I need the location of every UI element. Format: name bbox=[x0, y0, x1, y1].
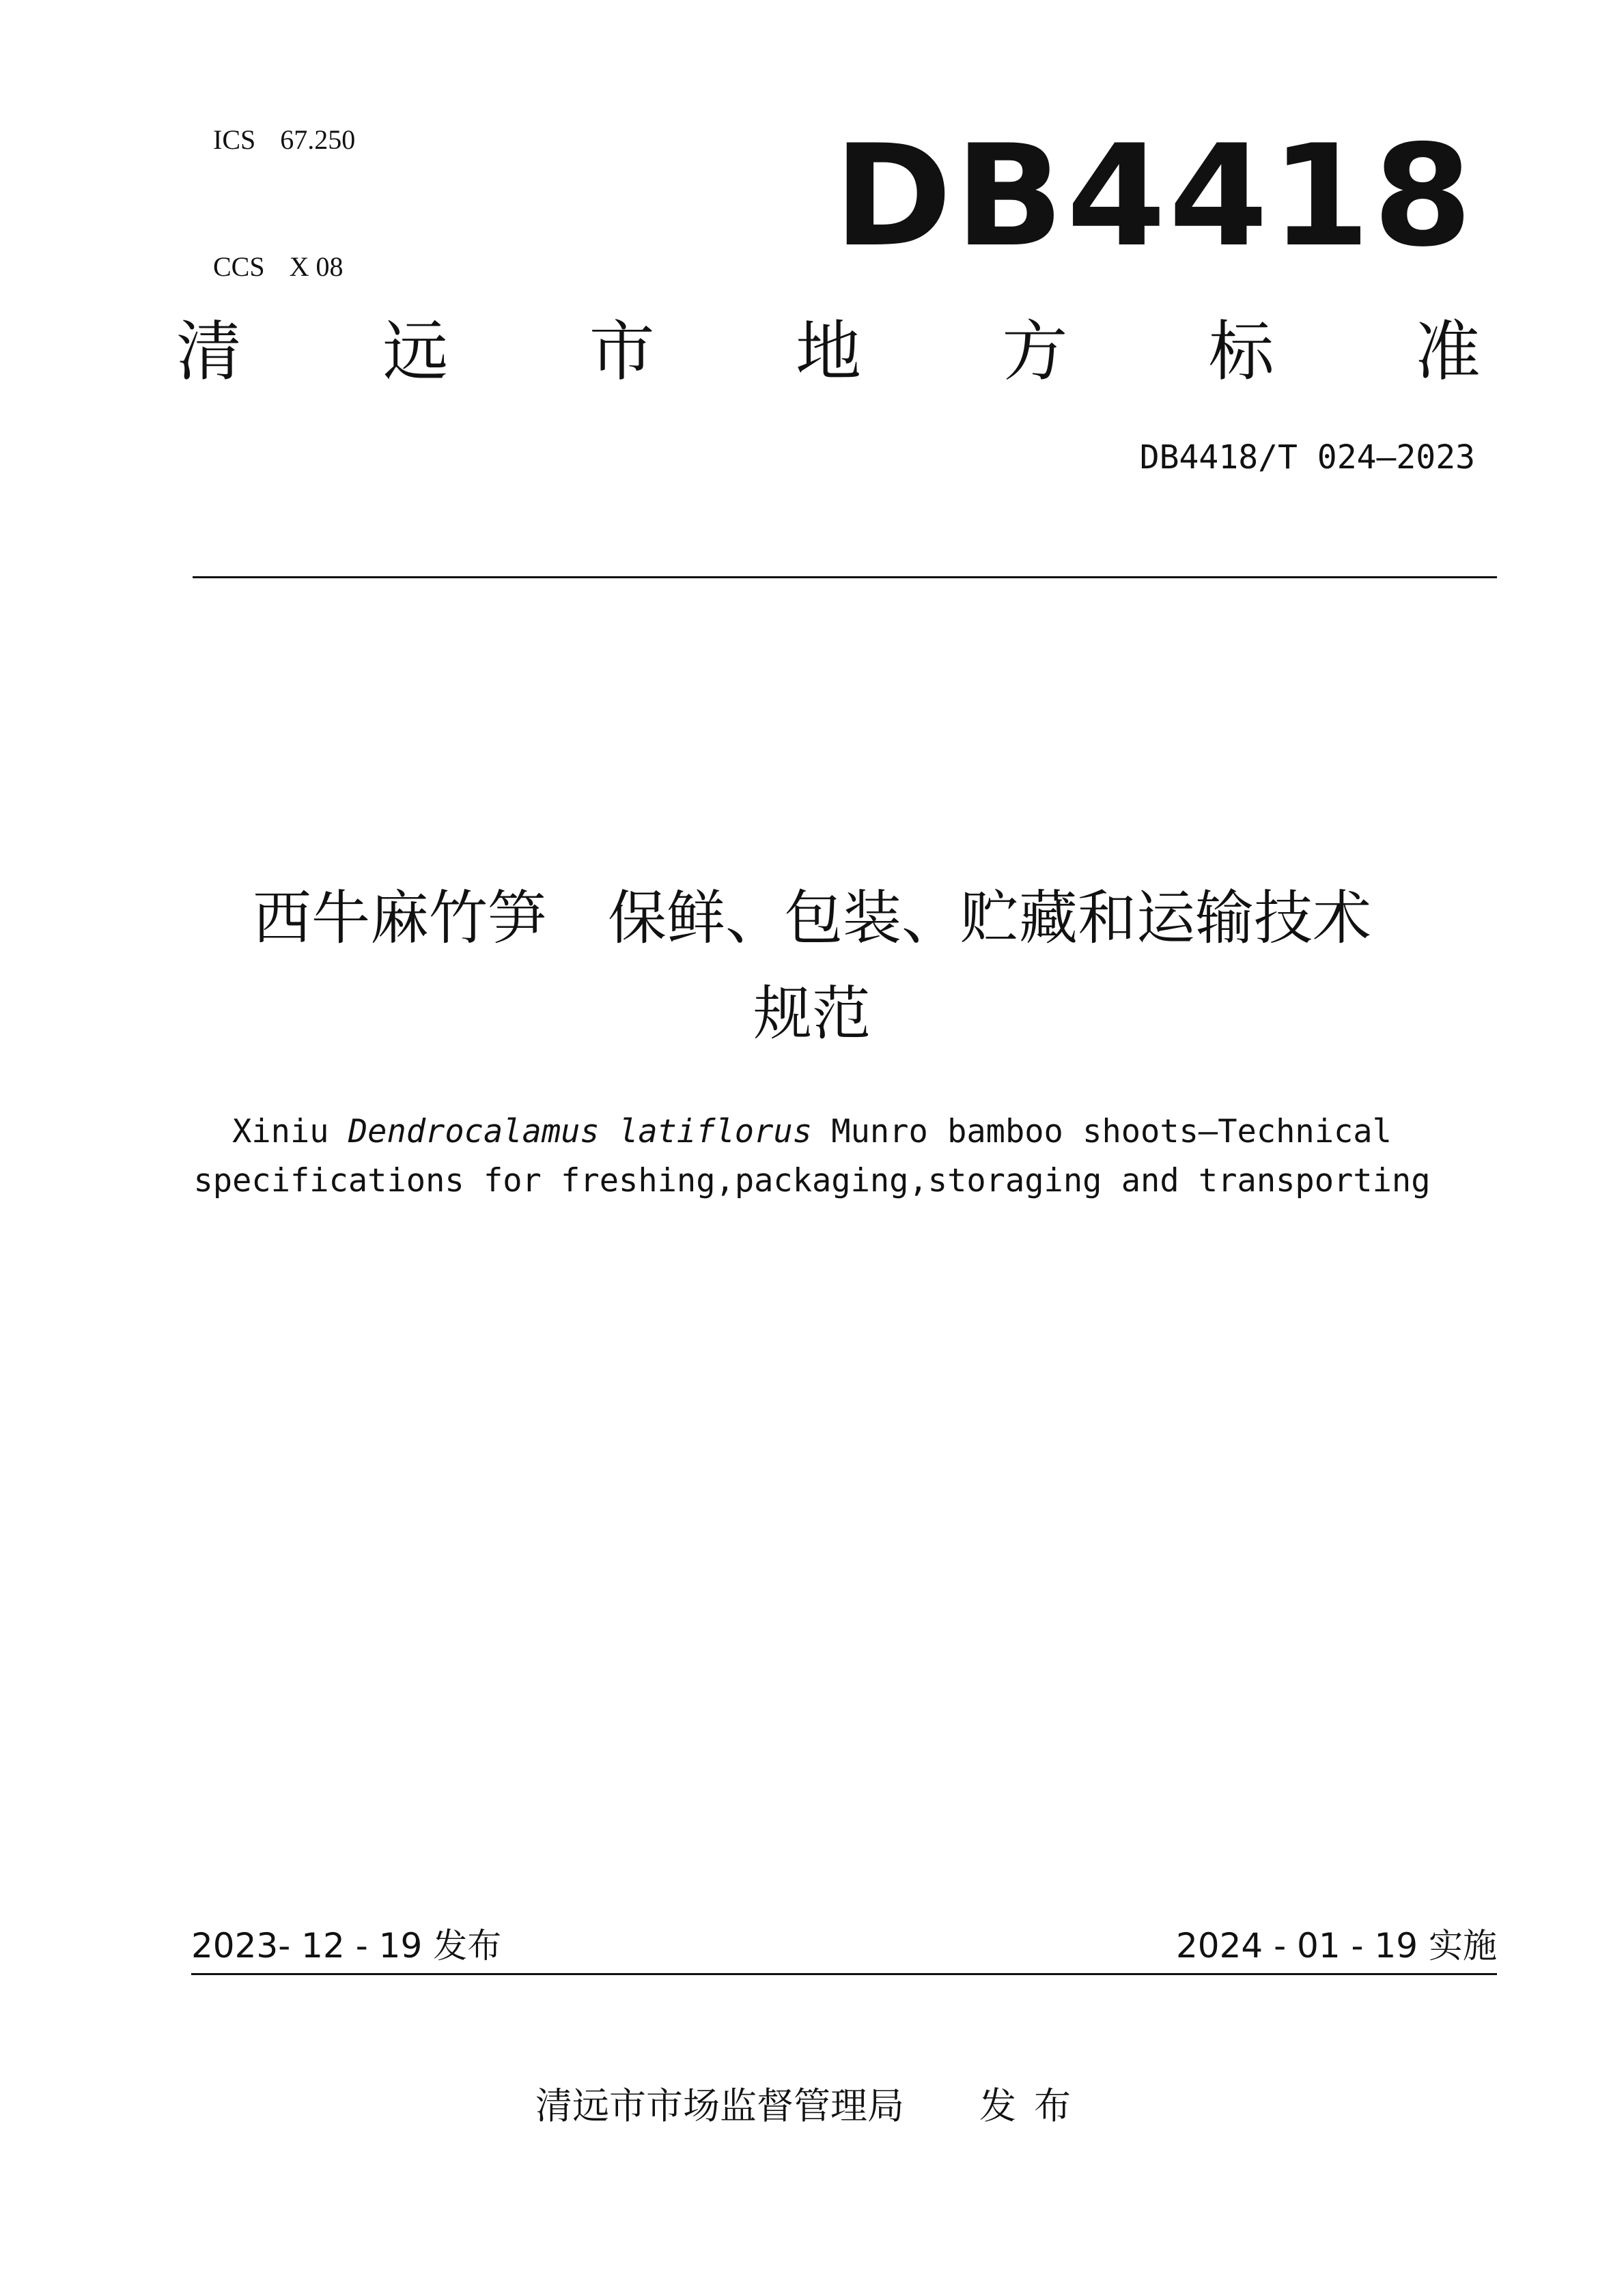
top-divider bbox=[193, 576, 1497, 578]
ccs-label: CCS bbox=[213, 251, 265, 282]
bottom-divider bbox=[191, 1973, 1497, 1975]
chinese-title-line2: 规范 bbox=[753, 980, 871, 1048]
issuer-org: 清远市市场监督管理局 bbox=[535, 2084, 904, 2127]
standard-number: DB4418/T 024—2023 bbox=[1139, 438, 1475, 477]
issuer-action: 发布 bbox=[979, 2084, 1089, 2127]
heading-char: 地 bbox=[795, 313, 861, 390]
issuing-authority bbox=[0, 2082, 1624, 2130]
db-standard-mark: DB4418 bbox=[833, 115, 1475, 278]
english-title-line2: specifications for freshing,packaging,storaging and transporting bbox=[193, 1162, 1431, 1200]
chinese-title-line1 bbox=[137, 870, 1487, 966]
issue-date: 2023- 12 - 19 发布 bbox=[191, 1926, 502, 1966]
english-title-line1 bbox=[137, 1107, 1487, 1157]
ics-label: ICS bbox=[213, 124, 256, 155]
heading-char: 清 bbox=[176, 313, 242, 390]
english-title-genus: Dendrocalamus bbox=[348, 1113, 600, 1150]
english-title-species: latiflorus bbox=[619, 1113, 812, 1150]
ics-code bbox=[186, 76, 355, 203]
chinese-title-topic: 保鲜、包装、贮藏和运输技术 bbox=[608, 884, 1371, 952]
english-title bbox=[137, 1107, 1487, 1206]
english-title-rest: Munro bamboo shoots—Technical bbox=[812, 1113, 1392, 1150]
standard-type-heading bbox=[176, 311, 1481, 393]
english-title-space bbox=[600, 1113, 619, 1150]
english-title-prefix: Xiniu bbox=[232, 1113, 348, 1150]
heading-char: 标 bbox=[1208, 313, 1274, 390]
implementation-date: 2024 - 01 - 19 实施 bbox=[1175, 1926, 1497, 1966]
ccs-value: X 08 bbox=[289, 251, 344, 282]
heading-char: 市 bbox=[589, 313, 655, 390]
heading-char: 准 bbox=[1414, 313, 1481, 390]
heading-char: 远 bbox=[382, 313, 449, 390]
chinese-title bbox=[137, 870, 1487, 1062]
classification-codes bbox=[186, 76, 355, 330]
chinese-title-subject: 西牛麻竹笋 bbox=[253, 884, 546, 952]
ics-value: 67.250 bbox=[280, 124, 356, 155]
heading-char: 方 bbox=[1002, 313, 1068, 390]
